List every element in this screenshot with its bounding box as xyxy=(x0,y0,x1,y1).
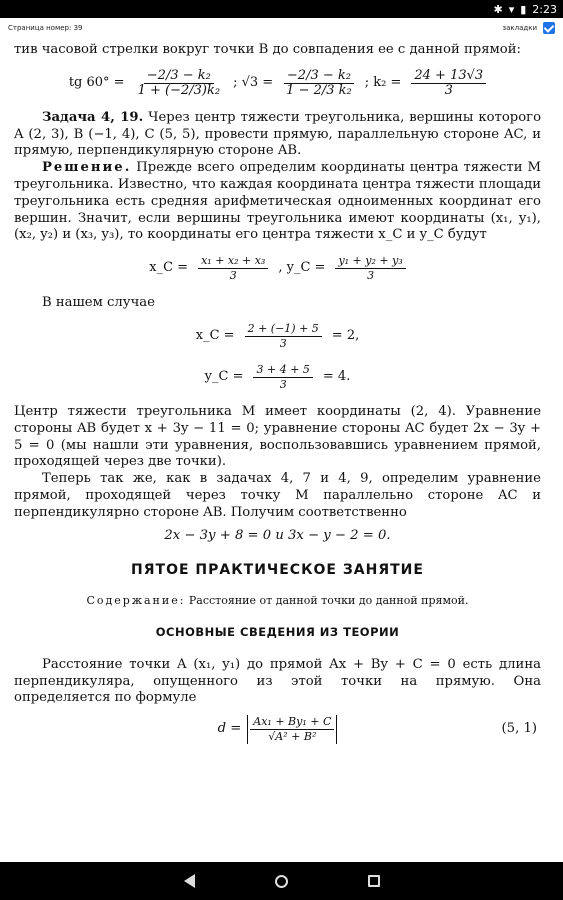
battery-icon: ▮ xyxy=(520,2,527,16)
eq1-frac2: $\frac{\text{−2/3 − k₂}}{\text{1 − 2/3 k₂}}$ xyxy=(283,69,355,98)
now-paragraph: Теперь так же, как в задачах 4, 7 и 4, 9, определим уравнение прямой, проходящей через точку M параллельно стороне AC и перпендикулярно стороне AB. Получим соответственно xyxy=(14,471,541,520)
section-title: ПЯТОЕ ПРАКТИЧЕСКОЕ ЗАНЯТИЕ xyxy=(131,562,424,579)
our-case: В нашем случае xyxy=(42,295,155,311)
solution-paragraph xyxy=(14,160,541,244)
status-bar xyxy=(0,0,563,18)
intro-line: тив часовой стрелки вокруг точки B до совпадения ее с данной прямой: xyxy=(14,42,521,57)
task-text: Через центр тяжести треугольника, вершины которого A (2, 3), B (−1, 4), C (5, 5), провести прямую, параллельную стороне AC, и прямую, перпендикулярную стороне AB. xyxy=(14,109,542,159)
eq1-mid: ; √3 = xyxy=(233,74,274,90)
system-nav-bar xyxy=(0,862,563,900)
bookmarks-label[interactable]: закладки xyxy=(502,24,537,32)
clock: 2:23 xyxy=(532,2,557,16)
reader-toolbar xyxy=(0,18,563,38)
theory-paragraph: Расстояние точки A (x₁, y₁) до прямой Ax + By + C = 0 есть длина перпендикуляра, опущенного из этой точки на прямую. Она определяется по формуле xyxy=(14,656,541,706)
subsection-title: ОСНОВНЫЕ СВЕДЕНИЯ ИЗ ТЕОРИИ xyxy=(155,624,400,639)
formula-tag: (5, 1) xyxy=(501,721,537,737)
distance-formula: d = $\frac{\text{Ax₁ + By₁ + C}}{\text{√A² + B²}}$ (5, 1) xyxy=(217,715,537,744)
tangent-equation xyxy=(14,69,541,98)
document-page xyxy=(0,38,563,862)
bluetooth-icon: ✱ xyxy=(493,2,503,16)
recents-icon[interactable] xyxy=(368,875,380,887)
task-paragraph xyxy=(14,110,541,160)
contents-line: Содержание: Расстояние от данной точки до данной прямой. xyxy=(86,594,469,608)
eq1-frac1: $\frac{\text{−2/3 − k₂}}{\text{1 + (−2/3)k₂}}$ xyxy=(137,67,221,98)
centroid-formula: x_C = $\frac{\text{x₁ + x₂ + x₃}}{3}$ , y_C = $\frac{\text{y₁ + y₂ + y₃}}{3}$ xyxy=(14,254,541,283)
result-equation: 2x − 3y + 8 = 0 и 3x − y − 2 = 0. xyxy=(164,527,391,543)
back-icon[interactable] xyxy=(184,874,195,888)
eq1-lhs: tg 60° = xyxy=(68,74,125,90)
yc-value: y_C = $\frac{3 + 4 + 5}{3}$ = 4. xyxy=(204,362,351,391)
eq1-res: ; k₂ = xyxy=(364,74,402,90)
eq1-frac3: $\frac{24 + 13√3}{3}$ xyxy=(411,69,486,98)
solution-label: Решение. xyxy=(42,160,132,176)
bookmarks-checkbox[interactable] xyxy=(543,22,555,34)
page-number-label: Страница номер: 39 xyxy=(8,24,83,32)
task-title: Задача 4, 19. xyxy=(42,109,144,125)
home-icon[interactable] xyxy=(275,875,288,888)
solution-text: Прежде всего определим координаты центра тяжести M треугольника. Известно, что каждая координата центра тяжести площади треугольника есть средняя арифметическая одноименных координат его вершин. Значит, если вершины треугольника имеют координаты (x₁, y₁), (x₂, y₂) и (x₃, y₃), то координаты его центра тяжести x_C и y_C будут xyxy=(14,160,541,243)
center-paragraph: Центр тяжести треугольника M имеет координаты (2, 4). Уравнение стороны AB будет x + 3y − 11 = 0; уравнение стороны AC будет 2x − 3y + 5 = 0 (мы нашли эти уравнения, воспользовавшись уравнением прямой, проходящей через две точки). xyxy=(14,403,541,470)
xc-value: x_C = $\frac{2 + (-1) + 5}{3}$ = 2, xyxy=(195,321,360,350)
signal-icon: ▾ xyxy=(508,2,515,16)
